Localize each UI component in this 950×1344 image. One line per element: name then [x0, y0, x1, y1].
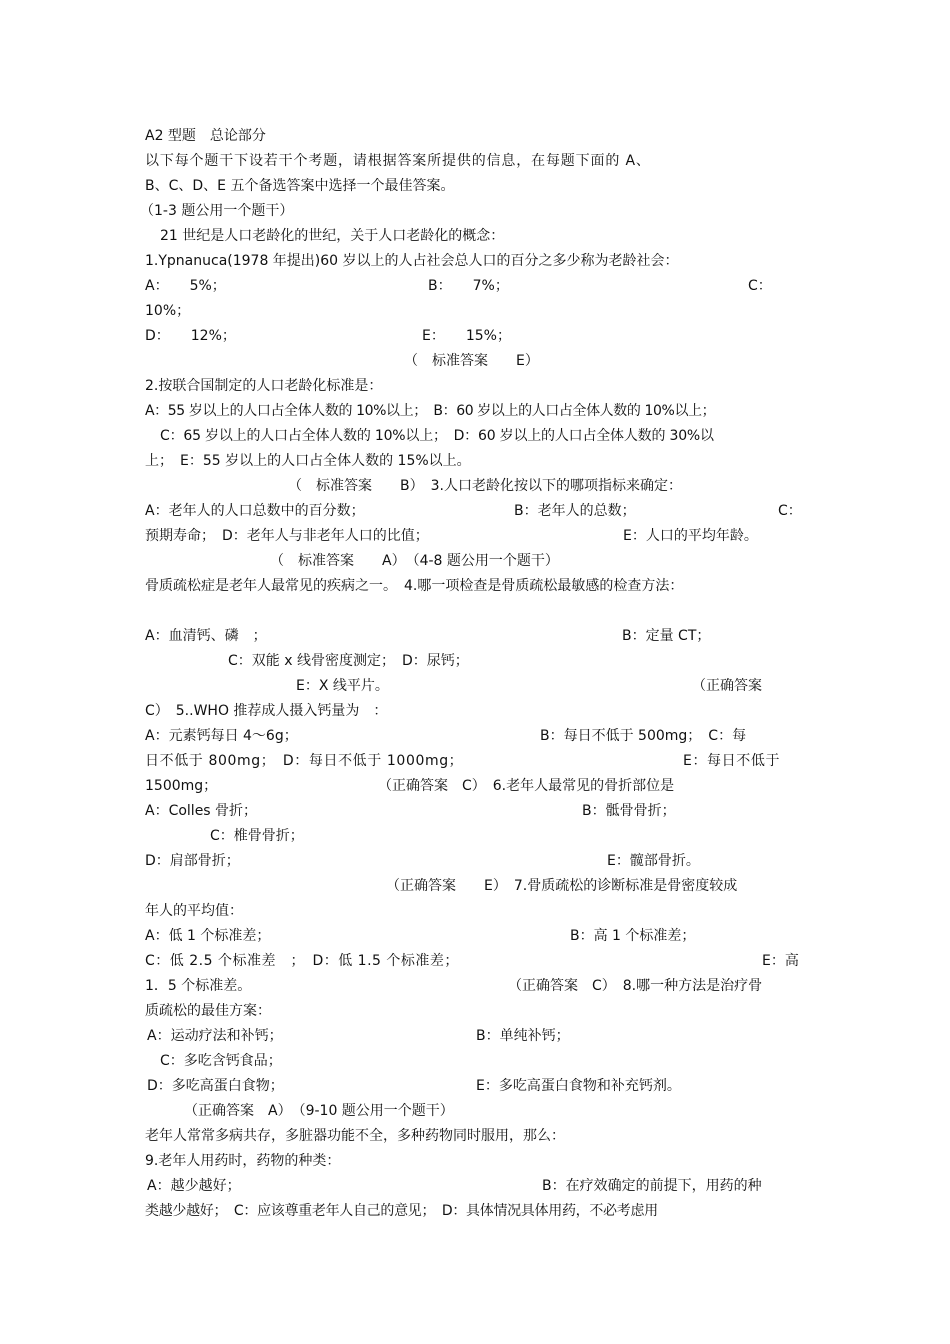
option-text: E：高 — [762, 953, 799, 969]
option-text: D：肩部骨折； — [145, 853, 240, 869]
option-text: A：55 岁以上的人口占全体人数的 10%以上； B：60 岁以上的人口占全体人数的 10%以上； — [145, 403, 716, 419]
text-line — [0, 724, 950, 748]
text-line — [0, 499, 950, 523]
option-text: C： — [748, 278, 772, 294]
text-line — [0, 799, 950, 823]
text-line — [0, 299, 950, 323]
option-text: C：双能 x 线骨密度测定； D：尿钙； — [228, 653, 469, 669]
option-text: B：骶骨骨折； — [582, 803, 676, 819]
text-line — [0, 599, 950, 623]
question-text: 9.老年人用药时，药物的种类： — [145, 1153, 341, 1169]
answer-key: （正确答案 E） 7.骨质疏松的诊断标准是骨密度较成 — [386, 878, 738, 894]
option-text: A：老年人的人口总数中的百分数； — [145, 503, 365, 519]
question-stem: 骨质疏松症是老年人最常见的疾病之一。 4.哪一项检查是骨质疏松最敏感的检查方法： — [145, 578, 684, 594]
text-line — [0, 399, 950, 423]
option-text: A：元素钙每日 4～6g； — [145, 728, 298, 744]
text-line — [0, 624, 950, 648]
question-text: 1.Ypnanuca(1978 年提出)60 岁以上的人占社会总人口的百分之多少称为老龄社会： — [145, 253, 679, 269]
text-line — [0, 249, 950, 273]
text-line — [0, 274, 950, 298]
text-line — [0, 524, 950, 548]
option-text: E： 15%； — [422, 328, 511, 344]
option-text: C：低 2.5 个标准差 ； D：低 1.5 个标准差； — [145, 953, 459, 969]
text-line — [0, 1199, 950, 1223]
text-line — [0, 749, 950, 773]
option-text: C：椎骨骨折； — [210, 828, 304, 844]
answer-key: （正确答案 C） 6.老年人最常见的骨折部位是 — [378, 778, 675, 794]
option-text: D： 12%； — [145, 328, 236, 344]
text-line — [0, 1124, 950, 1148]
option-text: C：65 岁以上的人口占全体人数的 10%以上； D：60 岁以上的人口占全体人数的 30%以 — [160, 428, 714, 444]
instruction-text: 以下每个题干下设若干个考题，请根据答案所提供的信息，在每题下面的 A、 — [145, 153, 651, 169]
option-text: B： 7%； — [428, 278, 509, 294]
question-text: 质疏松的最佳方案： — [145, 1003, 271, 1019]
option-text: 1500mg； — [145, 778, 218, 794]
option-text: D：多吃高蛋白食物； — [147, 1078, 284, 1094]
answer-key: （ 标准答案 B） 3.人口老龄化按以下的哪项指标来确定： — [288, 478, 682, 494]
option-text: A：低 1 个标准差； — [145, 928, 271, 944]
text-line — [0, 699, 950, 723]
text-line — [0, 174, 950, 198]
option-text: 上； E：55 岁以上的人口占全体人数的 15%以上。 — [145, 453, 471, 469]
question-text: 2.按联合国制定的人口老龄化标准是： — [145, 378, 383, 394]
text-line — [0, 349, 950, 373]
option-text: B：老年人的总数； — [514, 503, 636, 519]
text-line — [0, 324, 950, 348]
text-line — [0, 924, 950, 948]
option-text: C： — [778, 503, 802, 519]
instruction-text: B、C、D、E 五个备选答案中选择一个最佳答案。 — [145, 178, 455, 194]
text-line — [0, 1024, 950, 1048]
answer-key: （正确答案 C） 8.哪一种方法是治疗骨 — [508, 978, 763, 994]
text-line — [0, 849, 950, 873]
option-text: B：定量 CT； — [622, 628, 711, 644]
text-line — [0, 999, 950, 1023]
option-text: 日不低于 800mg； D：每日不低于 1000mg； — [145, 753, 464, 769]
option-text: E：X 线平片。 — [296, 678, 389, 694]
text-line — [0, 149, 950, 173]
group-note: （1-3 题公用一个题干） — [140, 203, 294, 219]
question-text: 年人的平均值： — [145, 903, 243, 919]
text-line — [0, 774, 950, 798]
option-text: A：血清钙、磷 ； — [145, 628, 267, 644]
text-line — [0, 1174, 950, 1198]
option-text: 10%； — [145, 303, 191, 319]
text-line — [0, 574, 950, 598]
section-heading: A2 型题 总论部分 — [145, 128, 266, 144]
option-text: A： 5%； — [145, 278, 226, 294]
option-text: B：高 1 个标准差； — [570, 928, 696, 944]
option-text: 类越少越好； C：应该尊重老年人自己的意见； D：具体情况具体用药，不必考虑用 — [145, 1203, 658, 1219]
option-text: B：单纯补钙； — [476, 1028, 570, 1044]
option-text: B：在疗效确定的前提下，用药的种 — [542, 1178, 762, 1194]
text-line — [0, 474, 950, 498]
question-text: C） 5..WHO 推荐成人摄入钙量为 ： — [145, 703, 388, 719]
option-text: E：每日不低于 — [683, 753, 781, 769]
option-text: A：运动疗法和补钙； — [147, 1028, 283, 1044]
option-text: B：每日不低于 500mg； C：每 — [540, 728, 747, 744]
option-text: 预期寿命； D：老年人与非老年人口的比值； — [145, 528, 429, 544]
text-line — [0, 649, 950, 673]
text-line — [0, 874, 950, 898]
text-line — [0, 1074, 950, 1098]
text-line — [0, 1049, 950, 1073]
option-text: E：髋部骨折。 — [607, 853, 700, 869]
question-stem: 21 世纪是人口老龄化的世纪，关于人口老龄化的概念： — [160, 228, 505, 244]
text-line — [0, 549, 950, 573]
answer-key: （正确答案 A） （9-10 题公用一个题干） — [184, 1103, 454, 1119]
option-text: E：多吃高蛋白食物和补充钙剂。 — [476, 1078, 681, 1094]
option-text: E：人口的平均年龄。 — [623, 528, 758, 544]
answer-key: （正确答案 — [692, 678, 762, 694]
option-text: A：越少越好； — [147, 1178, 241, 1194]
question-stem: 老年人常常多病共存，多脏器功能不全，多种药物同时服用，那么： — [145, 1128, 565, 1144]
answer-key: （ 标准答案 E） — [404, 353, 539, 369]
answer-key: （ 标准答案 A） （4-8 题公用一个题干） — [270, 553, 559, 569]
text-line — [0, 124, 950, 148]
text-line — [0, 199, 950, 223]
option-text: A：Colles 骨折； — [145, 803, 258, 819]
text-line — [0, 449, 950, 473]
option-text: 1．5 个标准差。 — [145, 978, 252, 994]
text-line — [0, 1099, 950, 1123]
text-line — [0, 224, 950, 248]
text-line — [0, 674, 950, 698]
text-line — [0, 899, 950, 923]
text-line — [0, 374, 950, 398]
text-line — [0, 1149, 950, 1173]
text-line — [0, 949, 950, 973]
text-line — [0, 824, 950, 848]
option-text: C：多吃含钙食品； — [160, 1053, 282, 1069]
text-line — [0, 974, 950, 998]
text-line — [0, 424, 950, 448]
